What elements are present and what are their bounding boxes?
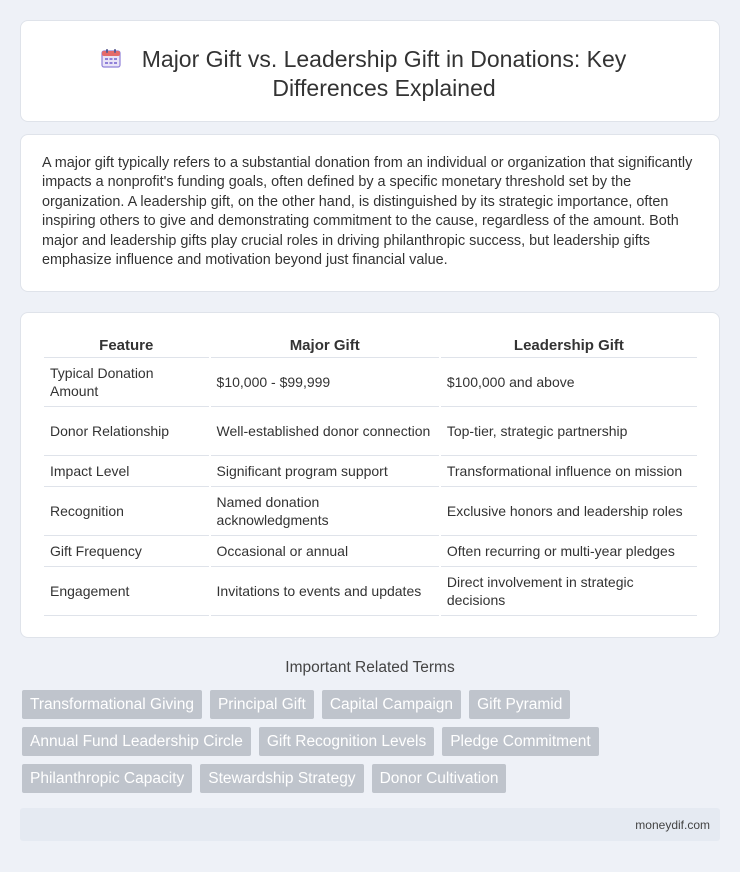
leadership-gift-cell: Top-tier, strategic partnership (441, 407, 697, 456)
leadership-gift-cell: Often recurring or multi-year pledges (441, 536, 697, 567)
footer (20, 808, 720, 841)
tag-transformational-giving[interactable]: Transformational Giving (22, 690, 202, 719)
tag-stewardship-strategy[interactable]: Stewardship Strategy (200, 764, 363, 793)
leadership-gift-cell: Direct involvement in strategic decisions (441, 567, 697, 616)
table-header-row (44, 332, 697, 358)
feature-cell: Typical Donation Amount (44, 358, 209, 407)
major-gift-cell: Invitations to events and updates (211, 567, 439, 616)
major-gift-cell: Well-established donor connection (211, 407, 439, 456)
leadership-gift-cell: Transformational influence on mission (441, 456, 697, 487)
tag-donor-cultivation[interactable]: Donor Cultivation (372, 764, 507, 793)
tag-annual-fund-leadership-circle[interactable]: Annual Fund Leadership Circle (22, 727, 251, 756)
table-row (44, 407, 697, 456)
header-leadership-gift: Leadership Gift (441, 332, 697, 358)
comparison-card (20, 312, 720, 638)
page-title: Major Gift vs. Leadership Gift in Donations: Key Differences Explained (141, 46, 627, 101)
tag-gift-recognition-levels[interactable]: Gift Recognition Levels (259, 727, 434, 756)
footer-site-link[interactable]: moneydif.com (635, 818, 710, 832)
feature-cell: Impact Level (44, 456, 209, 487)
tag-principal-gift[interactable]: Principal Gift (210, 690, 314, 719)
major-gift-cell: Named donation acknowledgments (211, 487, 439, 536)
related-terms-title: Important Related Terms (285, 659, 455, 676)
leadership-gift-cell: $100,000 and above (441, 358, 697, 407)
title-card (20, 20, 720, 122)
related-terms-tags (22, 690, 712, 801)
table-row (44, 567, 697, 616)
table-row (44, 456, 697, 487)
tag-philanthropic-capacity[interactable]: Philanthropic Capacity (22, 764, 192, 793)
table-row (44, 487, 697, 536)
tag-row (22, 764, 712, 793)
intro-paragraph: A major gift typically refers to a substantial donation from an individual or organization that significantly impacts a nonprofit's funding goals, often defined by a specific monetary threshold set by the organization. A leadership gift, on the other hand, is distinguished by its strategic importance, often inspiring others to give and demonstrating commitment to the cause, regardless of the amount. Both major and leadership gifts play crucial roles in driving philanthropic success, but leadership gifts emphasize influence and motivation beyond just financial value. (42, 155, 693, 269)
table-row (44, 358, 697, 407)
tag-capital-campaign[interactable]: Capital Campaign (322, 690, 461, 719)
major-gift-cell: Significant program support (211, 456, 439, 487)
major-gift-cell: Occasional or annual (211, 536, 439, 567)
intro-card (20, 134, 720, 292)
leadership-gift-cell: Exclusive honors and leadership roles (441, 487, 697, 536)
feature-cell: Recognition (44, 487, 209, 536)
feature-cell: Gift Frequency (44, 536, 209, 567)
tag-gift-pyramid[interactable]: Gift Pyramid (469, 690, 570, 719)
comparison-table (42, 332, 699, 616)
tag-pledge-commitment[interactable]: Pledge Commitment (442, 727, 598, 756)
feature-cell: Engagement (44, 567, 209, 616)
header-feature: Feature (44, 332, 209, 358)
major-gift-cell: $10,000 - $99,999 (211, 358, 439, 407)
header-major-gift: Major Gift (211, 332, 439, 358)
tag-row (22, 727, 712, 756)
feature-cell: Donor Relationship (44, 407, 209, 456)
table-row (44, 536, 697, 567)
tag-row (22, 690, 712, 719)
